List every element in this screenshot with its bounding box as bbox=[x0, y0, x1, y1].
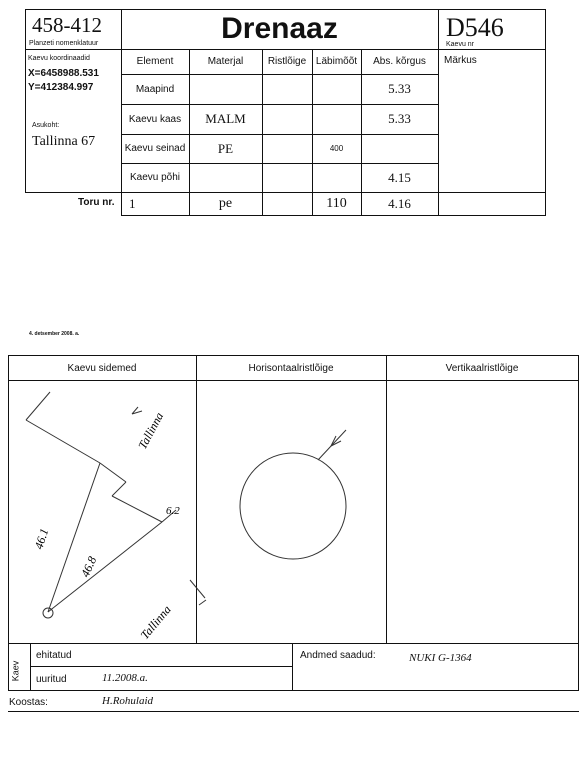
koostas-value: H.Rohulaid bbox=[102, 695, 154, 707]
row-element: Kaevu kaas bbox=[128, 113, 182, 125]
sketch-label: Tallinna bbox=[137, 602, 174, 642]
toru-korgus: 4.16 bbox=[388, 195, 411, 211]
row-element: Kaevu põhi bbox=[129, 172, 181, 183]
nomenklatuur-label: Planzeti nomenklatuur bbox=[29, 40, 99, 47]
row-element: Kaevu seinad bbox=[124, 143, 186, 154]
row-korgus: 4.15 bbox=[388, 169, 411, 185]
row-korgus: 5.33 bbox=[388, 111, 411, 126]
uuritud-label: uuritud bbox=[36, 674, 67, 685]
andmed-label: Andmed saadud: bbox=[300, 650, 376, 661]
koostas-bottom-line bbox=[8, 711, 579, 712]
footer-bottom-line bbox=[8, 690, 579, 691]
x-coordinate: X=6458988.531 bbox=[28, 68, 99, 79]
sketch-label: 46.1 bbox=[31, 526, 52, 551]
footer-col-line bbox=[292, 643, 293, 690]
footer-mid-line bbox=[30, 666, 292, 667]
row-element: Maapind bbox=[135, 83, 175, 95]
page-title: Drenaaz bbox=[221, 12, 338, 45]
date-text: 4. detsember 2008. a. bbox=[29, 331, 80, 337]
row-korgus: 5.33 bbox=[388, 81, 411, 96]
col-header-labimoot: Läbimõõt bbox=[315, 56, 358, 67]
sketch-label: 46.8 bbox=[77, 554, 100, 580]
col-header-korgus: Abs. kõrgus bbox=[373, 56, 426, 67]
uuritud-value: 11.2008.a. bbox=[102, 672, 148, 684]
col3-header: Vertikaalristlõige bbox=[445, 362, 519, 374]
col-header-markus: Märkus bbox=[444, 55, 477, 66]
nomenklatuur-value: 458-412 bbox=[32, 13, 102, 37]
row-materjal: PE bbox=[217, 140, 234, 156]
col-header-materjal: Materjal bbox=[207, 56, 244, 67]
kaevu-nr-value: D546 bbox=[446, 13, 504, 42]
toru-materjal: pe bbox=[218, 195, 233, 211]
asukoht-label: Asukoht: bbox=[32, 122, 60, 129]
col2-header: Horisontaalristlõige bbox=[248, 362, 334, 374]
col-header-element: Element bbox=[136, 56, 174, 67]
asukoht-value: Tallinna 67 bbox=[32, 134, 96, 149]
koostas-label: Koostas: bbox=[9, 697, 48, 708]
kaev-label: Kaev bbox=[10, 660, 21, 682]
kaevu-nr-label: Kaevu nr bbox=[446, 41, 475, 48]
ehitatud-label: ehitatud bbox=[36, 650, 72, 661]
toru-label: Toru nr. bbox=[78, 197, 115, 208]
col-header-ristloige: Ristlõige bbox=[267, 56, 307, 67]
sketch-label: 6.2 bbox=[166, 505, 180, 517]
row-materjal: MALM bbox=[205, 111, 246, 126]
coords-label: Kaevu koordinaadid bbox=[28, 55, 90, 62]
toru-nr: 1 bbox=[129, 196, 136, 211]
col1-header: Kaevu sidemed bbox=[67, 362, 137, 374]
row-labimoot: 400 bbox=[329, 144, 344, 153]
toru-labimoot: 110 bbox=[326, 195, 347, 211]
y-coordinate: Y=412384.997 bbox=[28, 82, 94, 93]
sketch-label: Tallinna bbox=[135, 409, 167, 452]
andmed-value: NUKI G-1364 bbox=[409, 652, 472, 664]
horisontaal-sketch bbox=[240, 430, 346, 559]
